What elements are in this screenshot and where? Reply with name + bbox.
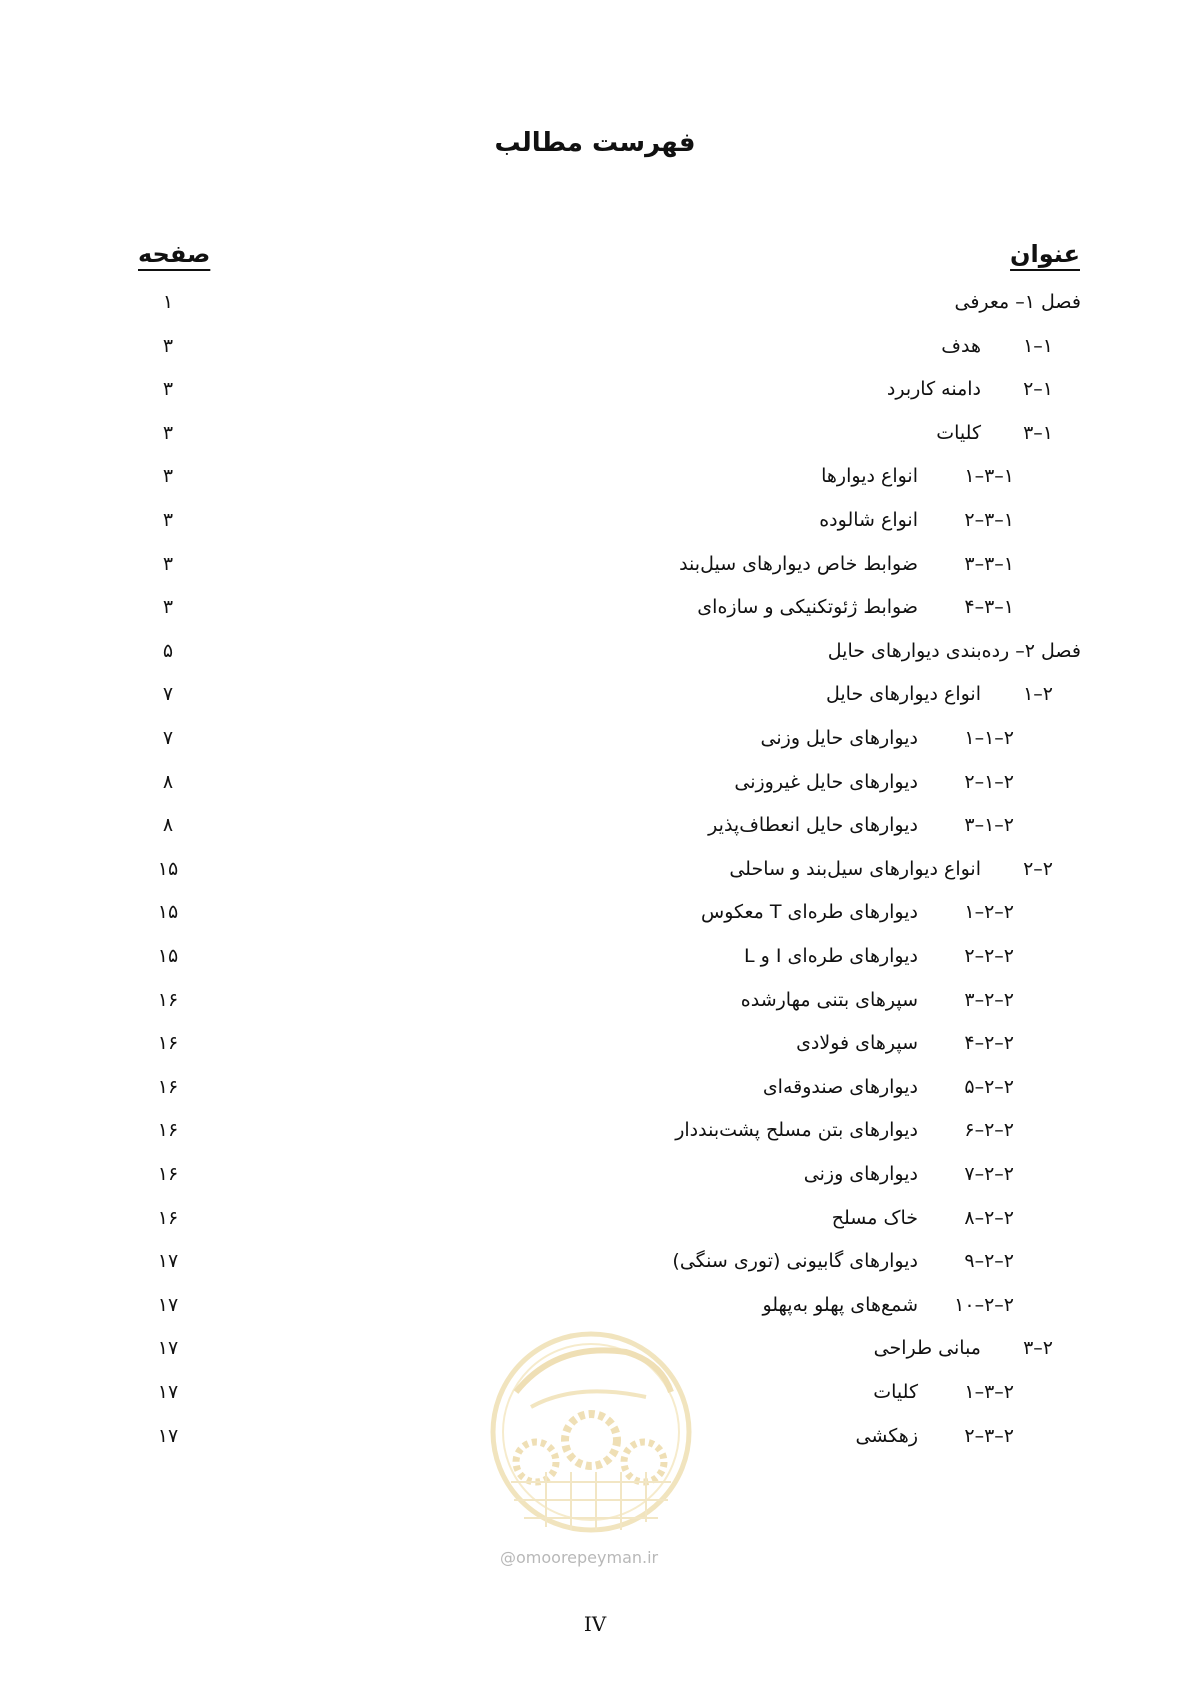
toc-entry-page: ۱۷ (157, 1381, 179, 1403)
toc-entry-title (675, 1110, 1014, 1150)
toc-entry-number: ۲–۱–۳ (964, 814, 1014, 837)
toc-entry-text: سپرهای بتنی مهارشده (740, 988, 918, 1011)
toc-entry (0, 456, 1190, 496)
toc-entry-text: دیوارهای حایل انعطاف‌پذیر (708, 814, 918, 837)
toc-entry-title (697, 587, 1014, 627)
toc-entry (0, 849, 1190, 889)
toc-entry-title (796, 1023, 1014, 1063)
toc-entry-number: ۲–۱–۲ (964, 770, 1014, 793)
toc-entry-text: دیوارهای گابیونی (توری سنگی) (672, 1250, 918, 1273)
toc-entry (0, 1110, 1190, 1150)
toc-entry-number: ۲–۲–۷ (964, 1163, 1014, 1185)
toc-entry-page: ۸ (162, 770, 174, 793)
toc-entry-title (741, 980, 1014, 1020)
toc-entry-text: دیوارهای وزنی (803, 1163, 918, 1185)
toc-entry-title (672, 1241, 1014, 1281)
toc-entry-title (828, 631, 1081, 671)
toc-entry (0, 1285, 1190, 1325)
toc-entry-text: شمع‌های پهلو به‌پهلو (762, 1293, 918, 1316)
toc-entry-text: فصل ۱– معرفی (954, 291, 1081, 313)
toc-entry-page: ۳ (162, 509, 174, 531)
toc-entry-page: ۳ (162, 465, 174, 488)
toc-entry-title (936, 413, 1053, 453)
toc-entry-title (763, 1067, 1014, 1107)
page-column-header: صفحه (138, 240, 211, 268)
toc-entry-text: مبانی طراحی (873, 1337, 981, 1360)
toc-entry-title (679, 544, 1014, 584)
page-number: IV (583, 1612, 607, 1636)
toc-entry-title (701, 892, 1014, 932)
title-column-header: عنوان (1010, 240, 1080, 268)
toc-entry-page: ۷ (162, 683, 174, 706)
toc-entry-text: انواع دیوارهای سیل‌بند و ساحلی (729, 857, 981, 880)
toc-entry-text: دیوارهای حایل وزنی (760, 727, 918, 749)
toc-entry-number: ۱–۲ (1023, 378, 1053, 401)
toc-entry-text: دیوارهای حایل غیروزنی (734, 770, 918, 793)
toc-entry-title (744, 936, 1014, 976)
toc-entry (0, 718, 1190, 758)
toc-entry-page: ۳ (162, 596, 174, 619)
toc-entry-page: ۱۶ (157, 1032, 179, 1055)
toc-entry (0, 674, 1190, 714)
toc-entry-page: ۱۷ (157, 1424, 179, 1447)
toc-entry-page: ۱۷ (157, 1250, 179, 1273)
toc-entry-title (708, 805, 1014, 845)
toc-entry-text: کلیات (873, 1381, 918, 1403)
toc-entry (0, 1023, 1190, 1063)
toc-entry-title (826, 674, 1053, 714)
toc-entry-number: ۲–۳–۱ (964, 1381, 1014, 1403)
toc-entry-page: ۱۶ (157, 1075, 179, 1098)
toc-entry-page: ۱۷ (157, 1293, 179, 1316)
toc-entry-text: زهکشی (855, 1424, 918, 1447)
toc-entry-page: ۱۶ (157, 1119, 179, 1142)
toc-entry-page: ۳ (162, 552, 174, 575)
toc-entry-number: ۱–۳–۴ (964, 596, 1014, 619)
toc-entry-page: ۵ (162, 639, 174, 662)
toc-entry-number: ۲–۲–۱۰ (954, 1293, 1014, 1316)
toc-entry-page: ۳ (162, 421, 174, 444)
toc-entry-page: ۱ (162, 291, 174, 313)
toc-entry (0, 1241, 1190, 1281)
toc-entry-page: ۱۶ (157, 988, 179, 1011)
toc-entry-text: ضوابط خاص دیوارهای سیل‌بند (679, 552, 918, 575)
toc-entry-title (856, 1416, 1014, 1456)
watermark-logo (476, 1322, 706, 1572)
toc-entry (0, 544, 1190, 584)
toc-entry-title (821, 456, 1014, 496)
toc-entry-number: ۲–۳ (1023, 1337, 1053, 1360)
toc-entry-title (954, 282, 1081, 322)
toc-entry-number: ۲–۲–۲ (964, 945, 1014, 967)
toc-entry-page: ۸ (162, 814, 174, 837)
toc-entry-text: دیوارهای طره‌ای I و L (744, 945, 918, 967)
toc-entry-title (887, 369, 1053, 409)
toc-entry-page: ۱۷ (157, 1337, 179, 1360)
toc-entry-text: دیوارهای صندوقه‌ای (762, 1075, 918, 1098)
toc-entry-text: کلیات (936, 421, 981, 444)
toc-entry-page: ۳ (162, 378, 174, 401)
toc-entry-number: ۱–۱ (1023, 334, 1053, 357)
toc-entry (0, 892, 1190, 932)
toc-entry-title (734, 762, 1014, 802)
toc-entry-title (762, 1285, 1014, 1325)
toc-entry-number: ۲–۲–۴ (964, 1032, 1014, 1055)
toc-entry-text: دیوارهای بتن مسلح پشت‌بنددار (675, 1119, 918, 1142)
toc-entry-number: ۱–۳–۳ (964, 552, 1014, 575)
toc-entry-title (941, 326, 1053, 366)
toc-entry-text: خاک مسلح (831, 1206, 918, 1229)
toc-entry-title (804, 1154, 1014, 1194)
toc-entry (0, 762, 1190, 802)
toc-entry (0, 1154, 1190, 1194)
toc-entry-number: ۲–۲–۸ (964, 1206, 1014, 1229)
toc-entry-number: ۲–۱ (1023, 683, 1053, 706)
toc-entry-number: ۲–۲–۶ (964, 1119, 1014, 1142)
toc-entry-page: ۱۵ (157, 901, 179, 924)
toc-entry-page: ۱۶ (157, 1163, 179, 1185)
toc-entry-page: ۱۵ (157, 857, 179, 880)
toc-entry-title (832, 1198, 1014, 1238)
toc-entry-number: ۱–۳–۱ (964, 465, 1014, 488)
toc-entry-text: دیوارهای طره‌ای T معکوس (701, 901, 918, 924)
toc-entry-title (761, 718, 1014, 758)
toc-entry (0, 805, 1190, 845)
toc-entry-text: هدف (941, 334, 981, 357)
toc-entry-number: ۲–۲–۳ (964, 988, 1014, 1011)
toc-entry-title (819, 500, 1014, 540)
toc-entry-title (874, 1328, 1053, 1368)
toc-entry-text: انواع دیوارهای حایل (826, 683, 981, 706)
toc-entry-page: ۱۶ (157, 1206, 179, 1229)
toc-entry-title (873, 1372, 1014, 1412)
page-title: فهرست مطالب (494, 128, 696, 158)
toc-entry-number: ۱–۳ (1023, 421, 1053, 444)
toc-entry-page: ۱۵ (157, 945, 179, 967)
toc-entry-text: انواع شالوده (819, 509, 918, 531)
toc-entry-number: ۱–۳–۲ (964, 509, 1014, 531)
toc-entry-text: فصل ۲– رده‌بندی دیوارهای حایل (827, 639, 1081, 662)
toc-entry-page: ۷ (162, 727, 174, 749)
toc-entry-number: ۲–۳–۲ (964, 1424, 1014, 1447)
toc-entry (0, 326, 1190, 366)
toc-entry (0, 631, 1190, 671)
toc-entry-text: ضوابط ژئوتکنیکی و سازه‌ای (697, 596, 918, 619)
toc-entry (0, 936, 1190, 976)
toc-entry (0, 500, 1190, 540)
toc-entry-title (729, 849, 1053, 889)
toc-entry-text: انواع دیوارها (821, 465, 918, 488)
toc-entry (0, 413, 1190, 453)
toc-entry-text: سپرهای فولادی (796, 1032, 918, 1055)
toc-entry-text: دامنه کاربرد (886, 378, 981, 401)
toc-entry (0, 369, 1190, 409)
toc-entry-number: ۲–۲ (1023, 857, 1053, 880)
toc-entry-page: ۳ (162, 334, 174, 357)
toc-entry (0, 1067, 1190, 1107)
toc-entry (0, 980, 1190, 1020)
toc-entry (0, 587, 1190, 627)
toc-entry-number: ۲–۲–۹ (964, 1250, 1014, 1273)
toc-entry-number: ۲–۱–۱ (964, 727, 1014, 749)
toc-entry (0, 1198, 1190, 1238)
toc-entry-number: ۲–۲–۵ (964, 1075, 1014, 1098)
toc-entry-number: ۲–۲–۱ (964, 901, 1014, 924)
watermark-text: @omoorepeyman.ir (500, 1548, 659, 1567)
toc-entry (0, 282, 1190, 322)
